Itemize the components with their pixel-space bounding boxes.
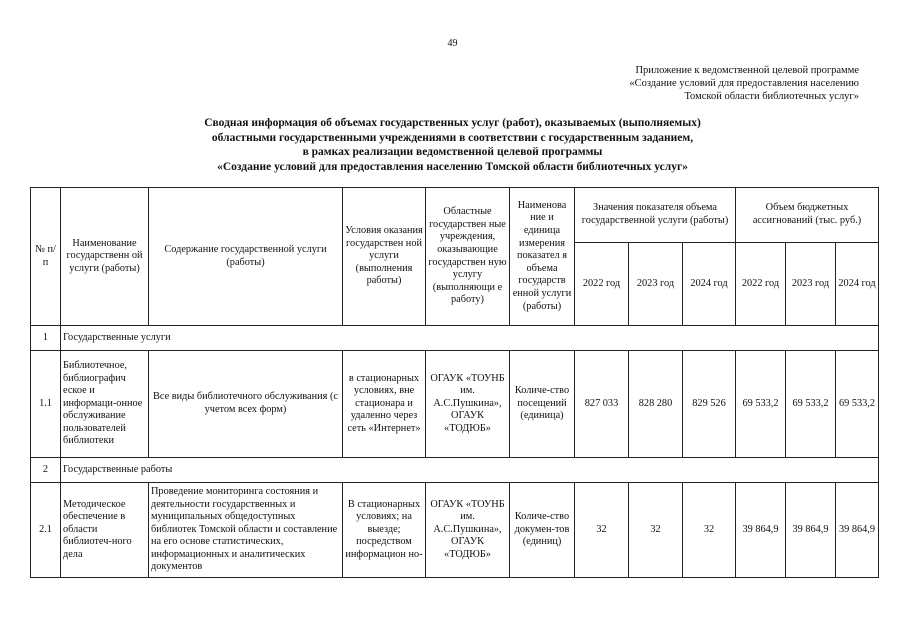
section-row-services [31, 326, 879, 351]
row-value-2023: 32 [629, 483, 683, 578]
row-num: 2.1 [31, 483, 61, 578]
document-title [0, 116, 905, 174]
header-service-name: Наименование государственн ой услуги (работы) [61, 188, 149, 326]
row-service-content: Все виды библиотечного обслуживания (с учетом всех форм) [149, 351, 343, 458]
row-budget-2023: 39 864,9 [786, 483, 836, 578]
header-budget-year-2024: 2024 год [836, 243, 879, 326]
row-conditions: в стационарных условиях, вне стационара и удаленно через сеть «Интернет» [343, 351, 426, 458]
header-conditions: Условия оказания государствен ной услуги (выполнения работы) [343, 188, 426, 326]
row-budget-2024: 39 864,9 [836, 483, 879, 578]
header-budget-year-2023: 2023 год [786, 243, 836, 326]
row-unit: Количе-ство посещений (единица) [510, 351, 575, 458]
title-line-1: Сводная информация об объемах государственных услуг (работ), оказываемых (выполняемых) [204, 117, 701, 129]
row-num: 1.1 [31, 351, 61, 458]
appendix-note [559, 64, 859, 103]
row-budget-2022: 39 864,9 [736, 483, 786, 578]
section-label: Государственные услуги [61, 326, 879, 351]
section-num: 2 [31, 458, 61, 483]
header-service-content: Содержание государственной услуги (работы) [149, 188, 343, 326]
row-service-name: Методическое обеспечение в области библиотеч-ного дела [61, 483, 149, 578]
row-unit: Количе-ство докумен-тов (единиц) [510, 483, 575, 578]
section-num: 1 [31, 326, 61, 351]
table-row [31, 351, 879, 458]
header-value-year-2024: 2024 год [683, 243, 736, 326]
table-row [31, 483, 879, 578]
page-number: 49 [447, 38, 458, 49]
row-budget-2022: 69 533,2 [736, 351, 786, 458]
header-values-group: Значения показателя объема государственной услуги (работы) [575, 188, 736, 243]
row-budget-2024: 69 533,2 [836, 351, 879, 458]
appendix-line-3: Томской области библиотечных услуг» [684, 91, 859, 102]
row-conditions: В стационарных условиях; на выезде; посредством информацион но- [343, 483, 426, 578]
header-value-year-2022: 2022 год [575, 243, 629, 326]
row-value-2024: 829 526 [683, 351, 736, 458]
row-value-2022: 32 [575, 483, 629, 578]
appendix-line-1: Приложение к ведомственной целевой программе [635, 65, 859, 76]
row-institutions: ОГАУК «ТОУНБ им. А.С.Пушкина», ОГАУК «ТОДЮБ» [426, 351, 510, 458]
header-value-year-2023: 2023 год [629, 243, 683, 326]
services-table [30, 187, 879, 578]
header-budget-year-2022: 2022 год [736, 243, 786, 326]
row-institutions: ОГАУК «ТОУНБ им. А.С.Пушкина», ОГАУК «ТОДЮБ» [426, 483, 510, 578]
title-line-4: «Создание условий для предоставления населению Томской области библиотечных услуг» [217, 160, 688, 173]
row-budget-2023: 69 533,2 [786, 351, 836, 458]
row-value-2024: 32 [683, 483, 736, 578]
header-num: № п/п [31, 188, 61, 326]
row-service-name: Библиотечное, библиографич еское и информаци-онное обслуживание пользователей библиотеки [61, 351, 149, 458]
title-line-3: в рамках реализации ведомственной целевой программы [302, 146, 603, 158]
header-institutions: Областные государствен ные учреждения, оказывающие государствен ную услугу (выполняющи е работу) [426, 188, 510, 326]
header-unit: Наименова ние и единица измерения показател я объема государств енной услуги (работы) [510, 188, 575, 326]
header-budget-group: Объем бюджетных ассигнований (тыс. руб.) [736, 188, 879, 243]
row-value-2022: 827 033 [575, 351, 629, 458]
section-label: Государственные работы [61, 458, 879, 483]
section-row-works [31, 458, 879, 483]
row-value-2023: 828 280 [629, 351, 683, 458]
appendix-line-2: «Создание условий для предоставления населению [629, 78, 859, 89]
row-service-content: Проведение мониторинга состояния и деятельности государственных и муниципальных общедоступных библиотек Томской области и составление на его основе статистических, информационных и аналитических документов [149, 483, 343, 578]
title-line-2: областными государственными учреждениями в соответствии с государственным заданием, [211, 131, 694, 144]
header-row [31, 188, 879, 243]
